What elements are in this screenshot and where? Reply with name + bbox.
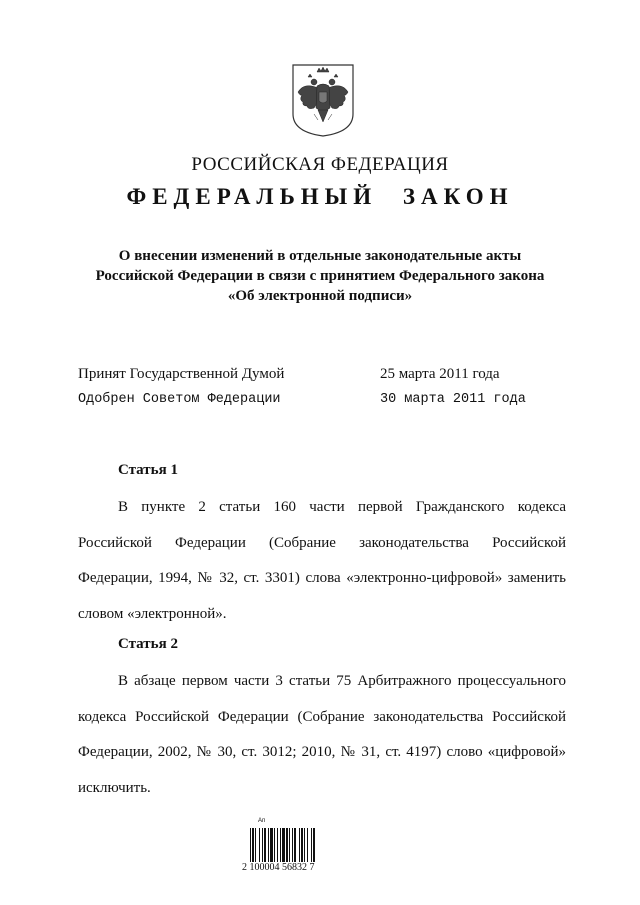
article-2-text: В абзаце первом части 3 статьи 75 Арбитражного процессуального кодекса Российской Федерации (Собрание законодательства Российской Федерации, 2002, № 30, ст. 3012; 2010, № 31, ст. 4197) слово «цифровой» исключить. [78, 673, 566, 796]
document-type: ФЕДЕРАЛЬНЫЙ ЗАКОН [126, 184, 514, 209]
council-approval-label: Одобрен Советом Федерации [78, 392, 281, 407]
barcode-bar [262, 828, 263, 862]
barcode-bar [259, 828, 260, 862]
law-title-line: О внесении изменений в отдельные законодательные акты [118, 248, 522, 264]
barcode-bar [313, 828, 315, 862]
coat-of-arms-emblem [290, 62, 356, 138]
barcode-bar [274, 828, 275, 862]
article-1-text: В пункте 2 статьи 160 части первой Гражданского кодекса Российской Федерации (Собрание законодательства Российской Федерации, 1994, № 32, ст. 3301) слова «электронно-цифровой» заменить словом «электронной». [78, 499, 566, 622]
barcode-bar [292, 828, 293, 862]
barcode-mark: Ап [258, 818, 266, 824]
barcode-number: 2 100004 56832 7 [242, 862, 315, 873]
law-title-line: «Об электронной подписи» [227, 288, 413, 304]
barcode-bar [252, 828, 254, 862]
barcode-bar [299, 828, 300, 862]
barcode-bar [280, 828, 281, 862]
duma-adoption-date: 25 марта 2011 года [380, 366, 500, 382]
barcode-bar [268, 828, 269, 862]
barcode-bar [311, 828, 312, 862]
law-title [60, 246, 580, 306]
barcode-bar [294, 828, 296, 862]
barcode-bar [289, 828, 290, 862]
article-2-heading: Статья 2 [118, 636, 178, 652]
duma-adoption-label: Принят Государственной Думой [78, 366, 285, 382]
barcode-bar [255, 828, 256, 862]
country-name: РОССИЙСКАЯ ФЕДЕРАЦИЯ [191, 154, 449, 175]
article-1-heading: Статья 1 [118, 462, 178, 478]
barcode-bar [282, 828, 285, 862]
council-approval-date: 30 марта 2011 года [380, 392, 526, 407]
barcode-bar [270, 828, 273, 862]
barcode-bar [250, 828, 251, 862]
barcode-bar [264, 828, 266, 862]
law-title-line: Российской Федерации в связи с принятием Федерального закона [95, 268, 545, 284]
barcode-bar [307, 828, 308, 862]
barcode-bar [286, 828, 288, 862]
barcode-bar [277, 828, 278, 862]
barcode-bar [304, 828, 305, 862]
barcode-bar [301, 828, 303, 862]
